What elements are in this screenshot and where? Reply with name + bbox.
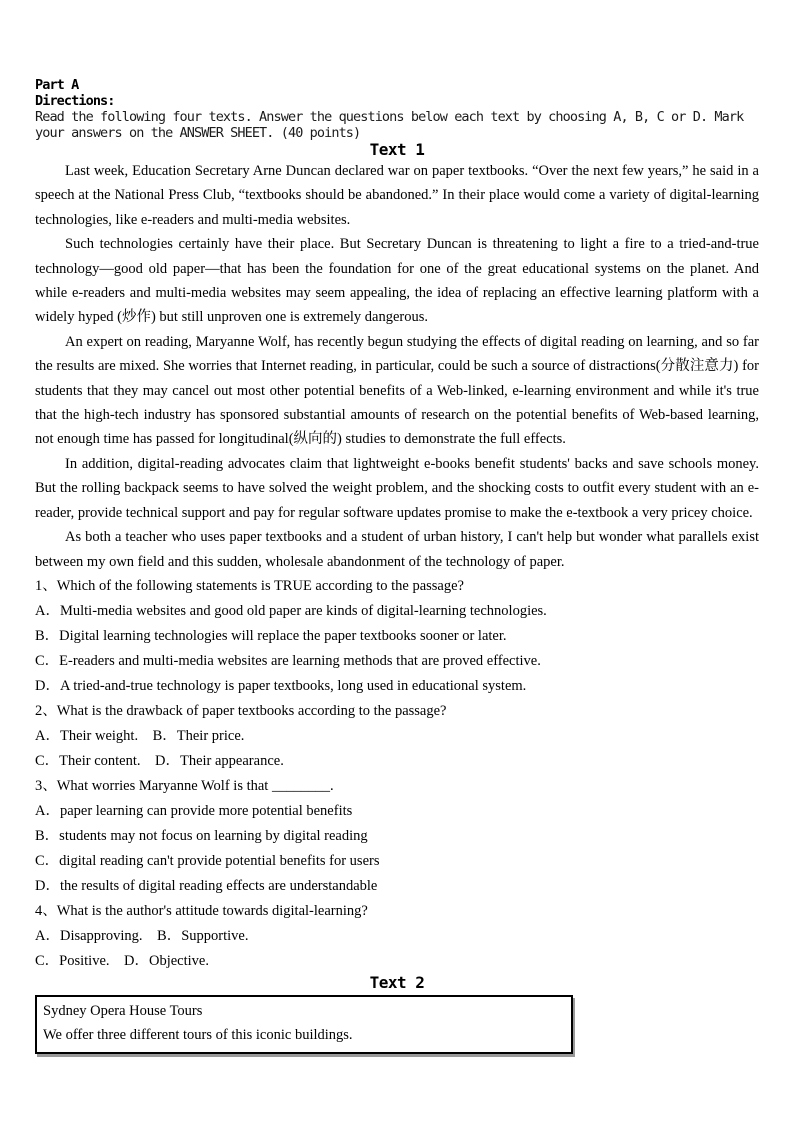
text1-paragraph-4: In addition, digital-reading advocates claim that lightweight e-books benefit students' backs and save schools money. But the rolling backpack seems to have solved the weight problem, and the shocking costs to outfit every student with an e-reader, provide technical support and pay for regular software updates promise to make the e-textbook a very pricey choice.: [35, 455, 759, 521]
question-4-options-cd: C．Positive. D．Objective.: [35, 952, 209, 969]
text2-box-subtitle: We offer three different tours of this iconic buildings.: [43, 1027, 353, 1044]
questions-section: [35, 574, 759, 974]
question-3-option-d: D．the results of digital reading effects are understandable: [35, 877, 378, 894]
part-a-label: Part A: [35, 77, 79, 93]
text2-box: [35, 995, 573, 1054]
text1-paragraph-3: An expert on reading, Maryanne Wolf, has recently begun studying the effects of digital reading on learning, and so far the results are mixed. She worries that Internet reading, in particular, could be such a source of distractions(分散注意力) for students that they may cancel out most other potential benefits of a Web-linked, e-learning environment and while it's true that the high-tech industry has sponsored substantial amounts of research on the potential benefits of Web-based learning, not enough time has passed for longitudinal(纵向的) studies to demonstrate the full effects.: [35, 333, 759, 448]
question-1-option-c: C．E-readers and multi-media websites are learning methods that are proved effective.: [35, 652, 541, 669]
question-2-options-ab: A．Their weight. B．Their price.: [35, 727, 245, 744]
question-3-option-a: A．paper learning can provide more potential benefits: [35, 802, 353, 819]
text1-paragraph-2: Such technologies certainly have their place. But Secretary Duncan is threatening to light a fire to a tried-and-true technology—good old paper—that has been the foundation for one of the great educational systems on the planet. And while e-readers and multi-media websites may seem appealing, the idea of replacing an effective learning platform with a widely hyped (炒作) but still unproven one is extremely dangerous.: [35, 236, 759, 326]
question-3-option-b: B．students may not focus on learning by digital reading: [35, 827, 368, 844]
question-4-stem: 4、What is the author's attitude towards digital-learning?: [35, 902, 368, 919]
text2-heading: Text 2: [369, 972, 425, 992]
question-2-options-cd: C．Their content. D．Their appearance.: [35, 752, 284, 769]
question-1-option-a: A．Multi-media websites and good old paper are kinds of digital-learning technologies.: [35, 602, 547, 619]
directions-text: Read the following four texts. Answer the questions below each text by choosing A, B, C or D. Mark your answers on the ANSWER SHEET. (40 points): [35, 109, 744, 141]
question-1-stem: 1、Which of the following statements is TRUE according to the passage?: [35, 577, 464, 594]
question-3-stem: 3、What worries Maryanne Wolf is that ________.: [35, 777, 334, 794]
question-2-stem: 2、What is the drawback of paper textbooks according to the passage?: [35, 702, 447, 719]
question-4-options-ab: A．Disapproving. B．Supportive.: [35, 927, 249, 944]
question-1-option-b: B．Digital learning technologies will replace the paper textbooks sooner or later.: [35, 627, 507, 644]
question-3-option-c: C．digital reading can't provide potential benefits for users: [35, 852, 380, 869]
text2-box-title: Sydney Opera House Tours: [43, 1002, 203, 1019]
question-1-option-d: D．A tried-and-true technology is paper textbooks, long used in educational system.: [35, 677, 527, 694]
text1-paragraph-1: Last week, Education Secretary Arne Duncan declared war on paper textbooks. “Over the next few years,” he said in a speech at the National Press Club, “textbooks should be abandoned.” In their place would come a variety of digital-learning technologies, like e-readers and multi-media websites.: [35, 163, 759, 228]
directions-label: Directions:: [35, 93, 115, 109]
text1-paragraph-5: As both a teacher who uses paper textbooks and a student of urban history, I can't help but wonder what parallels exist between my own field and this sudden, wholesale abandonment of the technology of paper.: [35, 529, 759, 570]
text1-heading: Text 1: [369, 140, 425, 159]
